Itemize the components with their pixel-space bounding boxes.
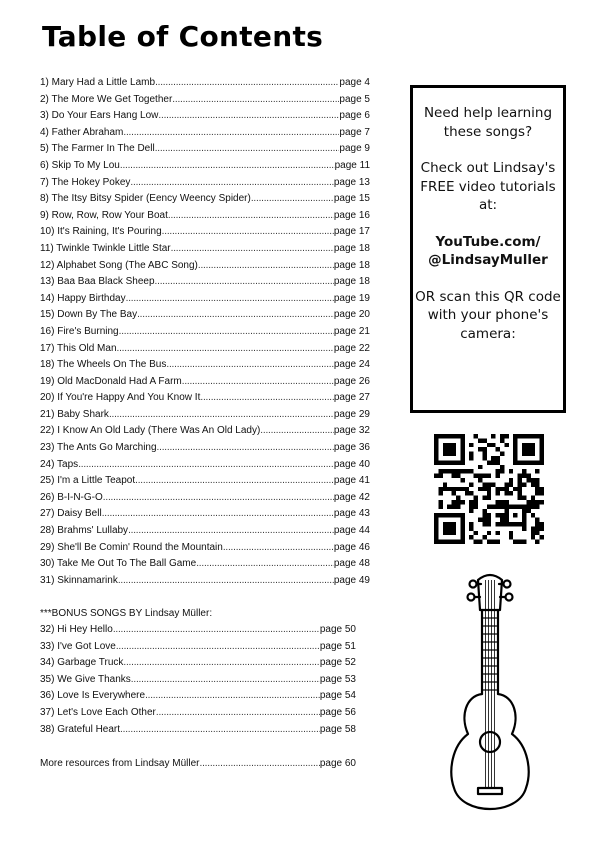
toc-row [40, 556, 370, 573]
toc-row [40, 241, 370, 258]
youtube-link-line1: YouTube.com/ [435, 233, 541, 250]
page-number: page 48 [333, 558, 370, 570]
song-title: 14) Happy Birthday [40, 292, 126, 304]
song-title: 29) She'll Be Comin' Round the Mountain [40, 541, 223, 553]
ukulele-icon [440, 566, 540, 828]
page-number: page 54 [319, 690, 356, 702]
help-text-2: Check out Lindsay's FREE video tutorials at: [420, 160, 556, 213]
page-number: page 42 [333, 491, 370, 503]
youtube-link[interactable] [413, 233, 563, 270]
page-number: page 13 [333, 176, 370, 188]
page-number: page 32 [333, 425, 370, 437]
song-title: 4) Father Abraham [40, 126, 124, 138]
song-title: 6) Skip To My Lou [40, 159, 120, 171]
page-number: page 58 [319, 723, 356, 735]
toc-row [40, 573, 370, 590]
toc-row [40, 291, 370, 308]
more-resources-page: page 60 [319, 758, 356, 769]
toc-row [40, 324, 370, 341]
song-title: 17) This Old Man [40, 342, 117, 354]
page-number: page 53 [319, 673, 356, 685]
song-title: 38) Grateful Heart [40, 723, 121, 735]
page-number: page 7 [339, 126, 370, 138]
song-title: 19) Old MacDonald Had A Farm [40, 375, 182, 387]
song-title: 11) Twinkle Twinkle Little Star [40, 242, 171, 254]
song-title: 36) Love Is Everywhere [40, 690, 146, 702]
page-number: page 51 [319, 640, 356, 652]
song-title: 24) Taps [40, 458, 79, 470]
song-title: 28) Brahms' Lullaby [40, 525, 129, 537]
toc-row [40, 357, 370, 374]
page-number: page 40 [333, 458, 370, 470]
toc-row [40, 523, 370, 540]
page-number: page 27 [333, 392, 370, 404]
page-title: Table of Contents [42, 20, 324, 53]
page-number: page 41 [333, 475, 370, 487]
toc-row [40, 540, 370, 557]
page-number: page 4 [339, 77, 370, 88]
song-title: 32) Hi Hey Hello [40, 624, 113, 635]
page-number: page 44 [333, 525, 370, 537]
toc-row [40, 191, 370, 208]
song-title: 25) I'm a Little Teapot [40, 475, 136, 487]
bonus-toc-row [40, 672, 356, 689]
song-title: 1) Mary Had a Little Lamb [40, 77, 156, 88]
page-number: page 19 [333, 292, 370, 304]
song-title: 18) The Wheels On The Bus [40, 359, 167, 371]
song-title: 31) Skinnamarink [40, 574, 118, 586]
bonus-toc-row [40, 655, 356, 672]
page-number: page 6 [339, 110, 370, 122]
toc-row [40, 407, 370, 424]
toc-row [40, 108, 370, 125]
bonus-song-list [40, 622, 356, 738]
toc-row [40, 125, 370, 142]
page-number: page 18 [333, 276, 370, 288]
toc-row [40, 258, 370, 275]
bonus-heading: ***BONUS SONGS BY Lindsay Müller: [40, 608, 213, 619]
help-text-3: OR scan this QR code with your phone's camera: [415, 288, 561, 342]
song-title: 10) It's Raining, It's Pouring [40, 226, 162, 238]
page-number: page 50 [319, 624, 356, 635]
page-number: page 20 [333, 309, 370, 321]
page-number: page 18 [333, 242, 370, 254]
qr-code-icon[interactable] [434, 434, 544, 544]
youtube-link-line2: @LindsayMuller [428, 252, 548, 268]
song-title: 35) We Give Thanks [40, 673, 131, 685]
page-number: page 18 [333, 259, 370, 271]
toc-row [40, 440, 370, 457]
song-title: 2) The More We Get Together [40, 93, 173, 105]
page-number: page 49 [333, 574, 370, 586]
help-box [410, 85, 566, 413]
song-title: 9) Row, Row, Row Your Boat [40, 209, 168, 221]
song-title: 8) The Itsy Bitsy Spider (Eency Weency Spider) [40, 193, 251, 205]
toc-row [40, 390, 370, 407]
song-title: 13) Baa Baa Black Sheep [40, 276, 155, 288]
toc-row [40, 274, 370, 291]
bonus-toc-row [40, 622, 356, 639]
toc-row [40, 423, 370, 440]
page-number: page 5 [339, 93, 370, 105]
page-number: page 26 [333, 375, 370, 387]
bonus-toc-row [40, 722, 356, 739]
song-title: 27) Daisy Bell [40, 508, 102, 520]
song-title: 16) Fire's Burning [40, 325, 119, 337]
song-title: 26) B-I-N-G-O [40, 491, 103, 503]
page-number: page 9 [339, 143, 370, 155]
page-number: page 43 [333, 508, 370, 520]
bonus-toc-row [40, 688, 356, 705]
song-title: 34) Garbage Truck [40, 657, 124, 669]
page-number: page 24 [333, 359, 370, 371]
bonus-toc-row [40, 639, 356, 656]
song-title: 12) Alphabet Song (The ABC Song) [40, 259, 198, 271]
page-number: page 15 [333, 193, 370, 205]
song-title: 5) The Farmer In The Dell [40, 143, 155, 155]
page-number: page 16 [333, 209, 370, 221]
song-title: 33) I've Got Love [40, 640, 116, 652]
page-number: page 56 [319, 706, 356, 718]
toc-row [40, 341, 370, 358]
toc-row [40, 92, 370, 109]
song-list [40, 75, 370, 589]
page-number: page 17 [333, 226, 370, 238]
toc-row [40, 175, 370, 192]
bonus-toc-row [40, 705, 356, 722]
toc-row [40, 224, 370, 241]
toc-row [40, 75, 370, 92]
page-number: page 52 [319, 657, 356, 669]
more-resources-label: More resources from Lindsay Müller [40, 758, 200, 769]
toc-row [40, 208, 370, 225]
toc-row [40, 141, 370, 158]
toc-row [40, 457, 370, 474]
page-number: page 29 [333, 408, 370, 420]
page-number: page 22 [333, 342, 370, 354]
song-title: 20) If You're Happy And You Know It [40, 392, 201, 404]
toc-row [40, 158, 370, 175]
song-title: 22) I Know An Old Lady (There Was An Old Lady) [40, 425, 261, 437]
toc-row [40, 506, 370, 523]
song-title: 37) Let's Love Each Other [40, 706, 156, 718]
toc-row [40, 374, 370, 391]
page-number: page 11 [334, 159, 370, 171]
song-title: 15) Down By The Bay [40, 309, 138, 321]
song-title: 30) Take Me Out To The Ball Game [40, 558, 197, 570]
page-number: page 36 [333, 442, 370, 454]
song-title: 23) The Ants Go Marching [40, 442, 157, 454]
help-text-1: Need help learning these songs? [423, 105, 553, 140]
toc-row [40, 473, 370, 490]
song-title: 7) The Hokey Pokey [40, 176, 131, 188]
toc-row [40, 307, 370, 324]
toc-row [40, 490, 370, 507]
page-number: page 21 [333, 325, 370, 337]
page-number: page 46 [333, 541, 370, 553]
song-title: 3) Do Your Ears Hang Low [40, 110, 159, 122]
more-resources-row [40, 756, 356, 773]
song-title: 21) Baby Shark [40, 408, 109, 420]
